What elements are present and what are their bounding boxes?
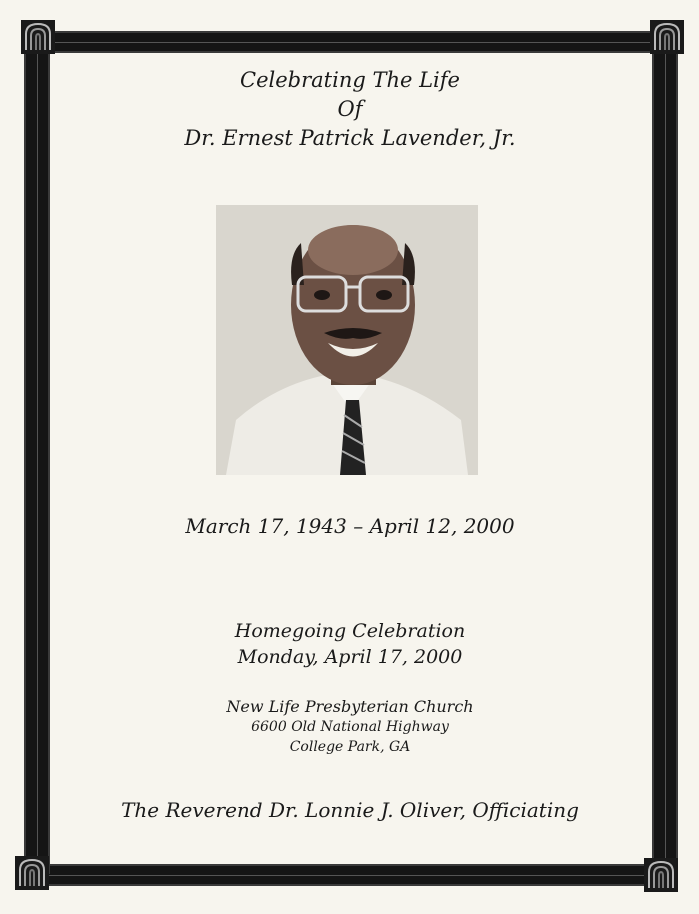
corner-ornament-icon	[21, 20, 55, 54]
officiant: The Reverend Dr. Lonnie J. Oliver, Officiating	[121, 798, 579, 822]
church-name: New Life Presbyterian Church	[226, 697, 474, 716]
deceased-name: Dr. Ernest Patrick Lavender, Jr.	[184, 126, 516, 150]
title-line-1: Celebrating The Life	[240, 68, 460, 92]
corner-ornament-icon	[650, 20, 684, 54]
border-left	[24, 38, 50, 874]
life-dates: March 17, 1943 – April 12, 2000	[185, 514, 515, 538]
corner-ornament-icon	[15, 856, 49, 890]
border-bottom	[30, 864, 662, 886]
service-date: Monday, April 17, 2000	[237, 646, 463, 668]
portrait-photo	[216, 205, 478, 475]
border-top	[40, 31, 662, 53]
border-right	[652, 36, 678, 874]
title-line-2: Of	[337, 97, 363, 121]
church-address: 6600 Old National Highway	[251, 719, 449, 735]
church-city: College Park, GA	[289, 739, 411, 755]
corner-ornament-icon	[644, 858, 678, 892]
service-title: Homegoing Celebration	[234, 620, 466, 642]
